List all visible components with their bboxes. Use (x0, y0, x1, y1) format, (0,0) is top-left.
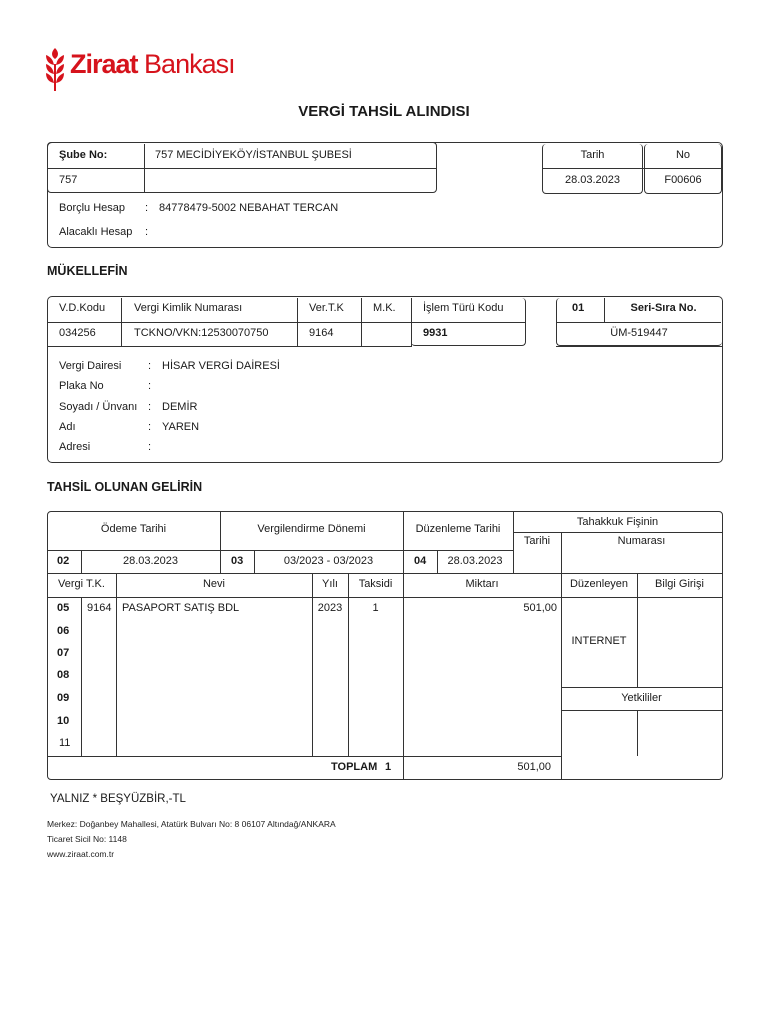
borclu-value: 84778479-5002 NEBAHAT TERCAN (159, 202, 339, 214)
row-miktari: 501,00 (523, 602, 557, 614)
islem: 9931 (423, 327, 448, 339)
table-row: 10 (57, 715, 70, 727)
sube-name: 757 MECİDİYEKÖY/İSTANBUL ŞUBESİ (155, 149, 352, 161)
islem-label: İşlem Türü Kodu (423, 302, 504, 314)
section-mukellef: MÜKELLEFİN (47, 264, 128, 278)
brand-name: Ziraat Bankası (70, 49, 235, 79)
donem-label: Vergilendirme Dönemi (257, 523, 366, 535)
col-duzenleyen: Düzenleyen (569, 578, 629, 590)
adi-label: Adı (59, 421, 76, 433)
tarih-value: 28.03.2023 (564, 174, 621, 186)
row-yili: 2023 (317, 602, 343, 614)
footer-sicil: Ticaret Sicil No: 1148 (47, 834, 127, 844)
vkn-label: Vergi Kimlik Numarası (134, 302, 243, 314)
adi: YAREN (162, 421, 200, 433)
table-row: 08 (57, 669, 70, 681)
bank-logo (44, 44, 264, 94)
alacakli-label: Alacaklı Hesap (59, 226, 133, 238)
tarih-label: Tarih (580, 149, 605, 161)
table-row: 07 (57, 647, 70, 659)
donem: 03/2023 - 03/2023 (283, 555, 374, 567)
vergi-dairesi-label: Vergi Dairesi (59, 360, 122, 372)
col-miktari: Miktarı (465, 578, 499, 590)
footer-address: Merkez: Doğanbey Mahallesi, Atatürk Bulvarı No: 8 06107 Altındağ/ANKARA (47, 819, 336, 829)
soyadi-label: Soyadı / Ünvanı (59, 401, 138, 413)
row-vergi-tk: 9164 (87, 602, 112, 614)
toplam-value: 501,00 (517, 761, 551, 773)
yetkililer-label: Yetkililer (621, 692, 662, 704)
toplam-count: 1 (385, 761, 392, 773)
page-title: VERGİ TAHSİL ALINDISI (298, 103, 470, 120)
tahakkuk-label: Tahakkuk Fişinin (576, 516, 659, 528)
seri: ÜM-519447 (610, 327, 668, 339)
footer-web: www.ziraat.com.tr (47, 849, 115, 859)
table-row: 11 (59, 737, 71, 749)
col-yili: Yılı (322, 578, 338, 590)
duzenleme-tarihi-label: Düzenleme Tarihi (415, 523, 501, 535)
yalniz-text: YALNIZ * BEŞYÜZBİR,-TL (50, 793, 186, 805)
table-row: 06 (57, 625, 70, 637)
no-value: F00606 (664, 174, 702, 186)
tahakkuk-numara-label: Numarası (617, 535, 666, 547)
col-bilgi-girisi: Bilgi Girişi (655, 578, 704, 590)
odeme-tarihi: 28.03.2023 (122, 555, 179, 567)
duzenleme-tarihi: 28.03.2023 (447, 555, 503, 567)
wheat-logo-icon (44, 46, 66, 92)
vertk-label: Ver.T.K (309, 302, 344, 314)
vkn: TCKNO/VKN:12530070750 (134, 327, 269, 339)
duzenleyen: INTERNET (571, 635, 627, 647)
soyadi: DEMİR (162, 401, 198, 413)
borclu-label: Borçlu Hesap (59, 202, 126, 214)
sube-label: Şube No: (59, 149, 108, 161)
row-taksidi: 1 (372, 602, 379, 614)
row-nevi: PASAPORT SATIŞ BDL (122, 602, 240, 614)
sube-no: 757 (59, 174, 78, 186)
seri-label: Seri-Sıra No. (630, 302, 697, 314)
adres-label: Adresi (59, 441, 91, 453)
plaka-label: Plaka No (59, 380, 104, 392)
section-gelir: TAHSİL OLUNAN GELİRİN (47, 480, 203, 494)
col-vergi-tk: Vergi T.K. (58, 578, 105, 590)
vd-kodu-label: V.D.Kodu (59, 302, 106, 314)
seri-code: 01 (572, 302, 585, 314)
vertk: 9164 (309, 327, 334, 339)
toplam-label: TOPLAM (331, 761, 378, 773)
col-taksidi: Taksidi (358, 578, 393, 590)
odeme-tarihi-label: Ödeme Tarihi (100, 523, 167, 535)
mk-label: M.K. (373, 302, 396, 314)
tahakkuk-tarih-label: Tarihi (523, 535, 551, 547)
vd-kodu: 034256 (59, 327, 96, 339)
table-row: 09 (57, 692, 70, 704)
no-label: No (675, 149, 691, 161)
vergi-dairesi: HİSAR VERGİ DAİRESİ (162, 360, 280, 372)
col-nevi: Nevi (202, 578, 225, 590)
